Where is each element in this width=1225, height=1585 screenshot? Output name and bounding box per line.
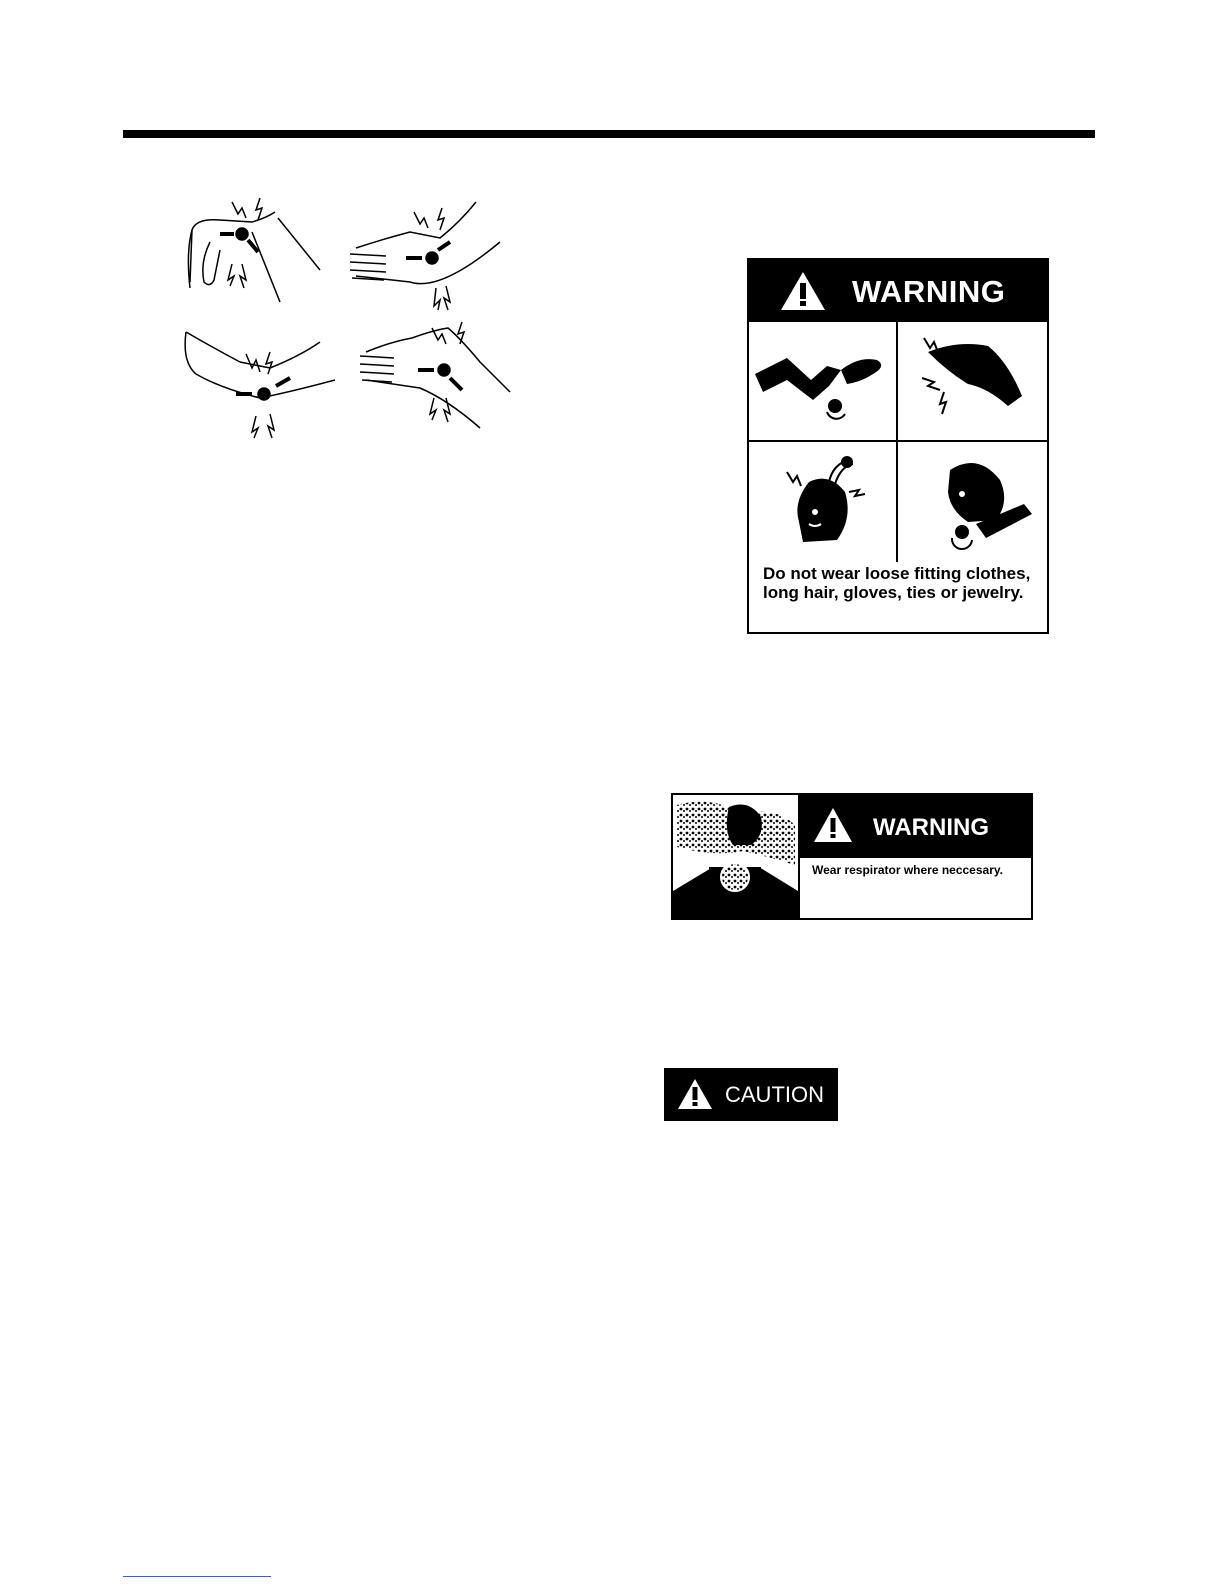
wrist-ulnar-deviation-pain-icon: [185, 332, 335, 438]
caution-title: CAUTION: [725, 1082, 824, 1107]
tie-entanglement-icon: [898, 442, 1047, 562]
wrist-strain-illustration: [180, 192, 520, 442]
hazard-pictogram-grid: [749, 322, 1047, 562]
caution-label: [664, 1068, 838, 1121]
warning-clothing-label: [747, 258, 1049, 634]
hair-entanglement-icon: [749, 442, 898, 562]
footer-link-underline: [123, 1576, 271, 1577]
wrist-radial-deviation-pain-icon: [360, 322, 510, 428]
warning-respirator-label: [671, 793, 1033, 920]
header-rule: [123, 130, 1095, 138]
wrist-extension-pain-icon: [350, 202, 500, 310]
sleeve-entanglement-icon: [749, 322, 898, 442]
warning-title: WARNING: [873, 814, 989, 841]
warning-message: Wear respirator where neccesary.: [812, 863, 1003, 877]
warning-triangle-icon: [812, 806, 854, 844]
warning-triangle-icon: [676, 1077, 714, 1111]
warning-triangle-icon: [779, 270, 827, 312]
warning-header: [800, 795, 1031, 858]
warning-message: Do not wear loose fitting clothes, long hair, gloves, ties or jewelry.: [763, 564, 1031, 602]
warning-header: [749, 260, 1047, 322]
respirator-dust-icon: [673, 795, 800, 918]
wrist-flexion-pain-icon: [188, 198, 320, 302]
hand-injury-icon: [898, 322, 1047, 442]
warning-title: WARNING: [852, 274, 1006, 309]
